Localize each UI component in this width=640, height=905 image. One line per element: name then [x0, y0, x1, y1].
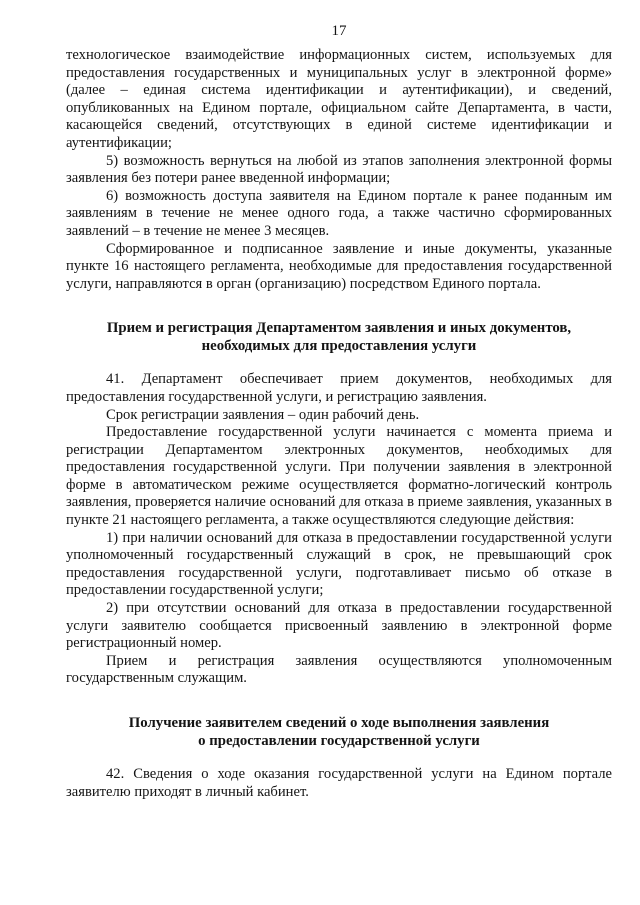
section-heading-reception: [66, 319, 612, 355]
section-heading-reception-line2: необходимых для предоставления услуги: [201, 338, 477, 355]
list-item-5: 5) возможность вернуться на любой из этапов заполнения электронной формы заявления без потери ранее введенной информации;: [66, 152, 612, 187]
list-item-2-registration: 2) при отсутствии оснований для отказа в предоставлении государственной услуги заявителю сообщается присвоенный заявлению в электронной форме регистрационный номер.: [66, 600, 612, 652]
paragraph-continuation: технологическое взаимодействие информационных систем, используемых для предоставления государственных и муниципальных услуг в электронной форме» (далее – единая система идентификации и аутентификации), и сведений, опубликованных на Едином портале, официальном сайте Департамента, в части, касающейся сведений, отсутствующих в единой системе идентификации и аутентификации;: [66, 47, 612, 151]
paragraph-service-start: Предоставление государственной услуги начинается с момента приема и регистрации Департаментом электронных документов, необходимых для предоставления государственной услуги. При получении заявления в электронной форме в автоматическом режиме осуществляется форматно-логический контроль заявления, проверяется наличие оснований для отказа в приеме заявления, указанных в пункте 21 настоящего регламента, а также осуществляются следующие действия:: [66, 424, 612, 529]
page-number: 17: [331, 23, 347, 39]
paragraph-41: 41. Департамент обеспечивает прием документов, необходимых для предоставления государственной услуги, и регистрацию заявления.: [66, 371, 612, 405]
list-item-6: 6) возможность доступа заявителя на Едином портале к ранее поданным им заявлениям в течение не менее одного года, а также частично сформированных заявлений – в течение не менее 3 месяцев.: [66, 187, 612, 239]
section-heading-status-line2: о предоставлении государственной услуги: [198, 733, 480, 749]
section-heading-status: [66, 714, 612, 750]
paragraph-registration-term: Срок регистрации заявления – один рабочий день.: [106, 406, 420, 423]
paragraph-42: 42. Сведения о ходе оказания государственной услуги на Едином портале заявителю приходят в личный кабинет.: [66, 766, 612, 800]
paragraph-submission: Сформированное и подписанное заявление и иные документы, указанные пункте 16 настоящего регламента, необходимые для предоставления государственной услуги, направляются в орган (организацию) посредством Единого портала.: [66, 240, 612, 292]
document-body: [66, 47, 612, 801]
section-heading-reception-line1: Прием и регистрация Департаментом заявления и иных документов,: [106, 320, 572, 337]
section-heading-status-line1: Получение заявителем сведений о ходе выполнения заявления: [128, 715, 550, 731]
list-item-1-refusal: 1) при наличии оснований для отказа в предоставлении государственной услуги уполномоченный государственный служащий в срок, не превышающий срок предоставления государственной услуги, подготавливает письмо об отказе в предоставлении государственной услуги;: [66, 529, 612, 599]
paragraph-responsible: Прием и регистрация заявления осуществляются уполномоченным государственным служащим.: [66, 652, 612, 687]
